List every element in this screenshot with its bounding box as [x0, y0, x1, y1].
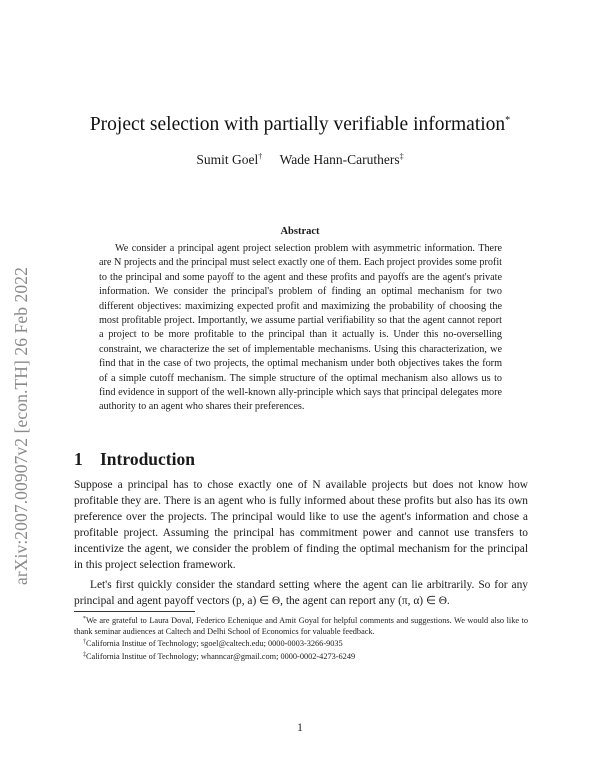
abstract-body: We consider a principal agent project selection problem with asymmetric information. There are N projects and the principal must select exactly one of them. Each project provides some profit to the principal and some payoff to the agent and these profits and payoffs are the agent's private information. We consider the principal's problem of finding an optimal mechanism for two different objectives: maximizing expected profit and maximizing the probability of choosing the most profitable project. Importantly, we assume partial verifiability so that the agent cannot report a project to be more profitable to the principal than it actually is. Under this no-overselling constraint, we characterize the set of implementable mechanisms. Using this characterization, we find that in the case of two projects, the optimal mechanism under both objectives takes the form of a simple cutoff mechanism. The simple structure of the optimal mechanism also allows us to find evidence in support of the well-known ally-principle which says that principal delegates more authority to an agent who shares their preferences.: [99, 243, 502, 413]
footnote-divider: [74, 611, 195, 612]
body-paragraph: Suppose a principal has to chose exactly one of N available projects but does not know how profitable they are. There is an agent who is fully informed about these profits but also has its own preference over the projects. The principal would like to use the agent's information and chose a profitable project. Assuming the principal has commitment power and cannot use transfers to incentivize the agent, we consider the problem of finding the optimal mechanism for the principal in this project selection framework.: [74, 479, 528, 572]
author-list: [0, 152, 600, 168]
footnote: [74, 650, 528, 662]
paper-title: [0, 114, 600, 136]
abstract-heading: Abstract: [280, 226, 320, 237]
author-footnote-mark: ‡: [399, 152, 404, 161]
footnote-text: We are grateful to Laura Doval, Federico Echenique and Amit Goyal for helpful comments and suggestions. We would also like to thank seminar audiences at Caltech and Delhi School of Economics for valuable feedback.: [74, 616, 528, 637]
footnotes: [74, 614, 528, 662]
section-heading: [74, 449, 195, 470]
page-number: 1: [297, 722, 303, 734]
title-footnote-mark: *: [505, 115, 511, 126]
author-footnote-mark: †: [258, 152, 263, 161]
footnote: [74, 614, 528, 637]
footnote: [74, 637, 528, 649]
section-title: Introduction: [100, 449, 195, 469]
footnote-mark: †: [83, 639, 86, 646]
body-paragraph: Let's first quickly consider the standard setting where the agent can lie arbitrarily. So for any principal and agent payoff vectors (p, a) ∈ Θ, the agent can report any (π, α) ∈ Θ.: [74, 579, 528, 608]
section-number: 1: [74, 449, 83, 469]
footnote-text: California Institue of Technology; sgoel@caltech.edu; 0000-0003-3266-9035: [86, 639, 343, 649]
arxiv-identifier-stamp[interactable]: arXiv:2007.00907v2 [econ.TH] 26 Feb 2022: [11, 267, 31, 585]
footnote-mark: *: [83, 616, 86, 622]
author-name: Wade Hann-Caruthers: [279, 152, 400, 167]
footnote-text: California Institue of Technology; whanncar@gmail.com; 0000-0002-4273-6249: [86, 651, 356, 661]
author: [196, 152, 262, 168]
paper-title-text: Project selection with partially verifiable information: [89, 114, 506, 135]
author-name: Sumit Goel: [196, 152, 259, 167]
footnote-mark: ‡: [83, 651, 86, 658]
author: [280, 152, 404, 168]
